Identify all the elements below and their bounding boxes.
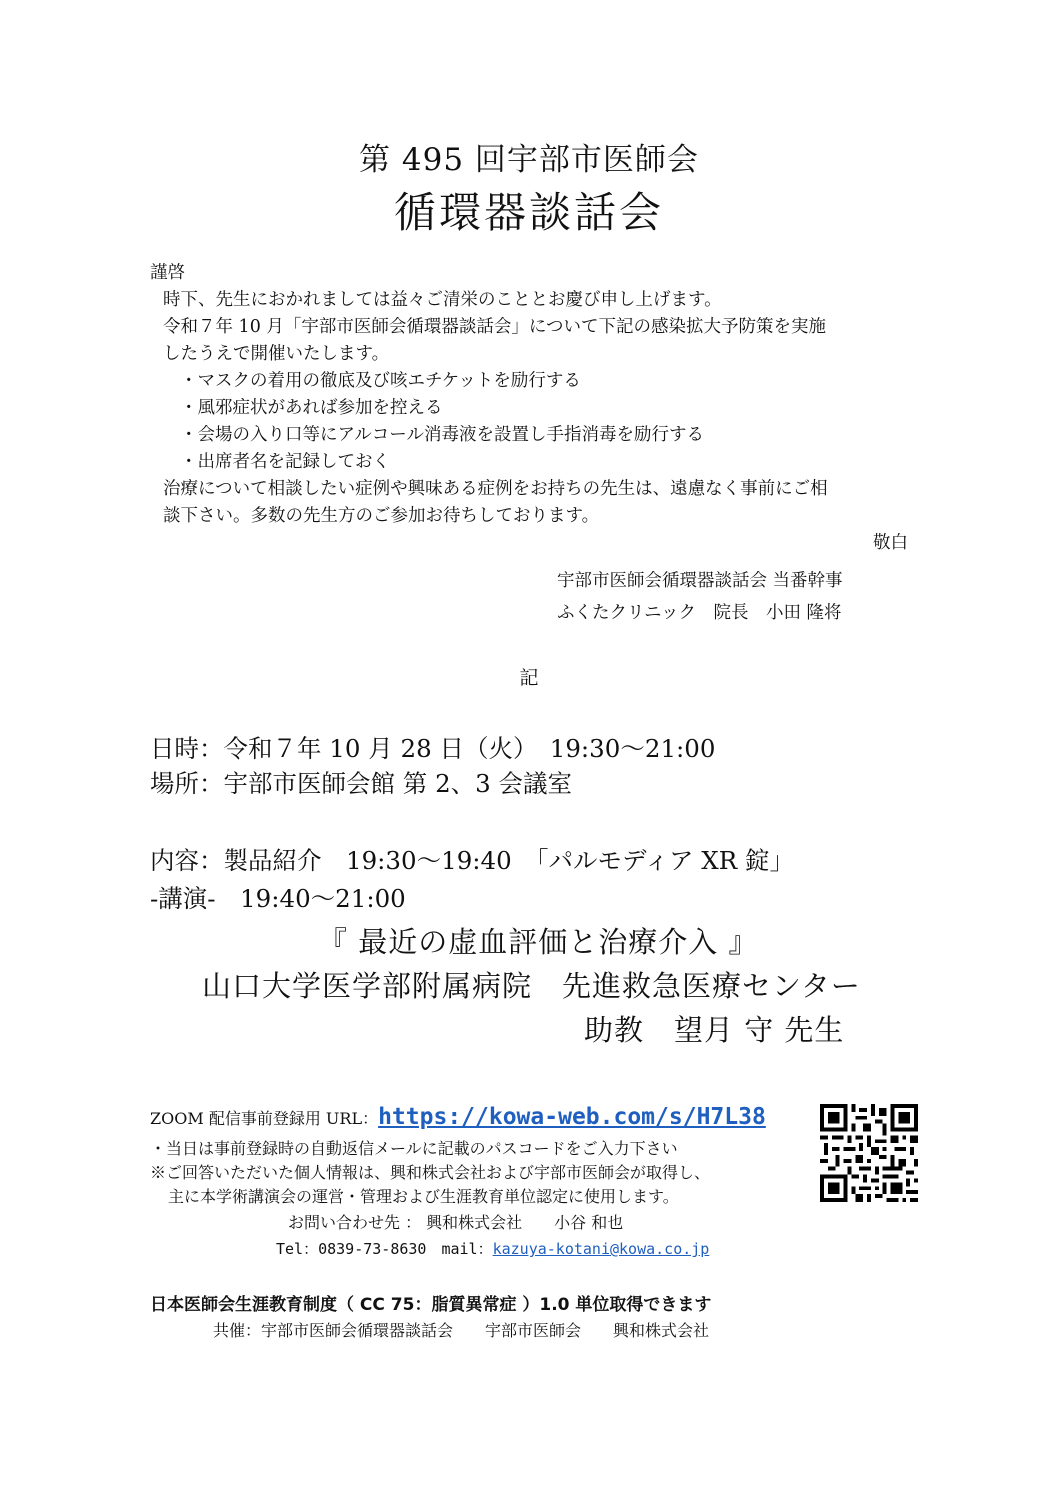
note-privacy-1: ※ご回答いただいた個人情報は、興和株式会社および宇部市医師会が取得し、 <box>150 1163 711 1182</box>
speaker-affiliation: 山口大学医学部附属病院 先進救急医療センター <box>202 969 861 1003</box>
event-content: 内容：製品紹介 19:30～19:40 「パルモディア XR 錠」 <box>150 846 794 875</box>
cohost: 共催：宇部市医師会循環器談話会 宇部市医師会 興和株式会社 <box>213 1321 710 1340</box>
greeting-line-2: 令和７年 10 月「宇部市医師会循環器談話会」について下記の感染拡大予防策を実施 <box>163 317 827 337</box>
mail-link[interactable]: kazuya-kotani@kowa.co.jp <box>492 1240 710 1258</box>
organizer-line-2: ふくたクリニック 院長 小田 隆将 <box>557 603 842 623</box>
closing-line-1: 治療について相談したい症例や興味ある症例をお持ちの先生は、遠慮なく事前にご相 <box>163 479 828 499</box>
credit-notice: 日本医師会生涯教育制度（ CC 75：脂質異常症 ）1.0 単位取得できます <box>150 1295 712 1315</box>
closing-line-2: 談下さい。多数の先生方のご参加お待ちしております。 <box>163 506 600 526</box>
contact-info: お問い合わせ先 ： 興和株式会社 小谷 和也 <box>288 1213 624 1232</box>
ki-heading: 記 <box>519 667 539 689</box>
lecture-time: -講演- 19:40～21:00 <box>150 884 406 913</box>
lecture-title: 『 最近の虚血評価と治療介入 』 <box>318 925 759 959</box>
event-place: 場所：宇部市医師会館 第 2、3 会議室 <box>150 769 573 798</box>
speaker-name: 助教 望月 守 先生 <box>584 1013 845 1047</box>
contact-tel-mail <box>276 1238 709 1259</box>
zoom-label: ZOOM 配信事前登録用 URL： <box>150 1109 379 1128</box>
organizer-line-1: 宇部市医師会循環器談話会 当番幹事 <box>557 571 843 591</box>
greeting-line-3: したうえで開催いたします。 <box>163 344 390 364</box>
measure-item: ・風邪症状があれば参加を控える <box>180 398 443 418</box>
note-privacy-2: 主に本学術講演会の運営・管理および生涯教育単位認定に使用します。 <box>168 1187 679 1206</box>
measure-item: ・会場の入り口等にアルコール消毒液を設置し手指消毒を励行する <box>180 425 704 445</box>
qr-code-icon[interactable] <box>820 1104 918 1202</box>
salutation: 謹啓 <box>150 263 185 283</box>
note-passcode: ・当日は事前登録時の自動返信メールに記載のパスコードをご入力下さい <box>150 1139 678 1158</box>
measure-item: ・マスクの着用の徹底及び咳エチケットを励行する <box>180 371 581 391</box>
zoom-registration <box>150 1104 766 1130</box>
keigu: 敬白 <box>873 533 908 553</box>
tel-label: Tel：0839-73-8630 mail： <box>276 1240 493 1258</box>
zoom-url-link[interactable]: https://kowa-web.com/s/H7L38 <box>378 1104 766 1130</box>
meeting-title: 循環器談話会 <box>393 188 664 237</box>
greeting-line-1: 時下、先生におかれましては益々ご清栄のこととお慶び申し上げます。 <box>163 290 722 310</box>
event-series-title: 第 495 回宇部市医師会 <box>359 142 699 178</box>
event-datetime: 日時：令和７年 10 月 28 日（火） 19:30～21:00 <box>150 734 716 763</box>
measure-item: ・出席者名を記録しておく <box>180 452 390 472</box>
